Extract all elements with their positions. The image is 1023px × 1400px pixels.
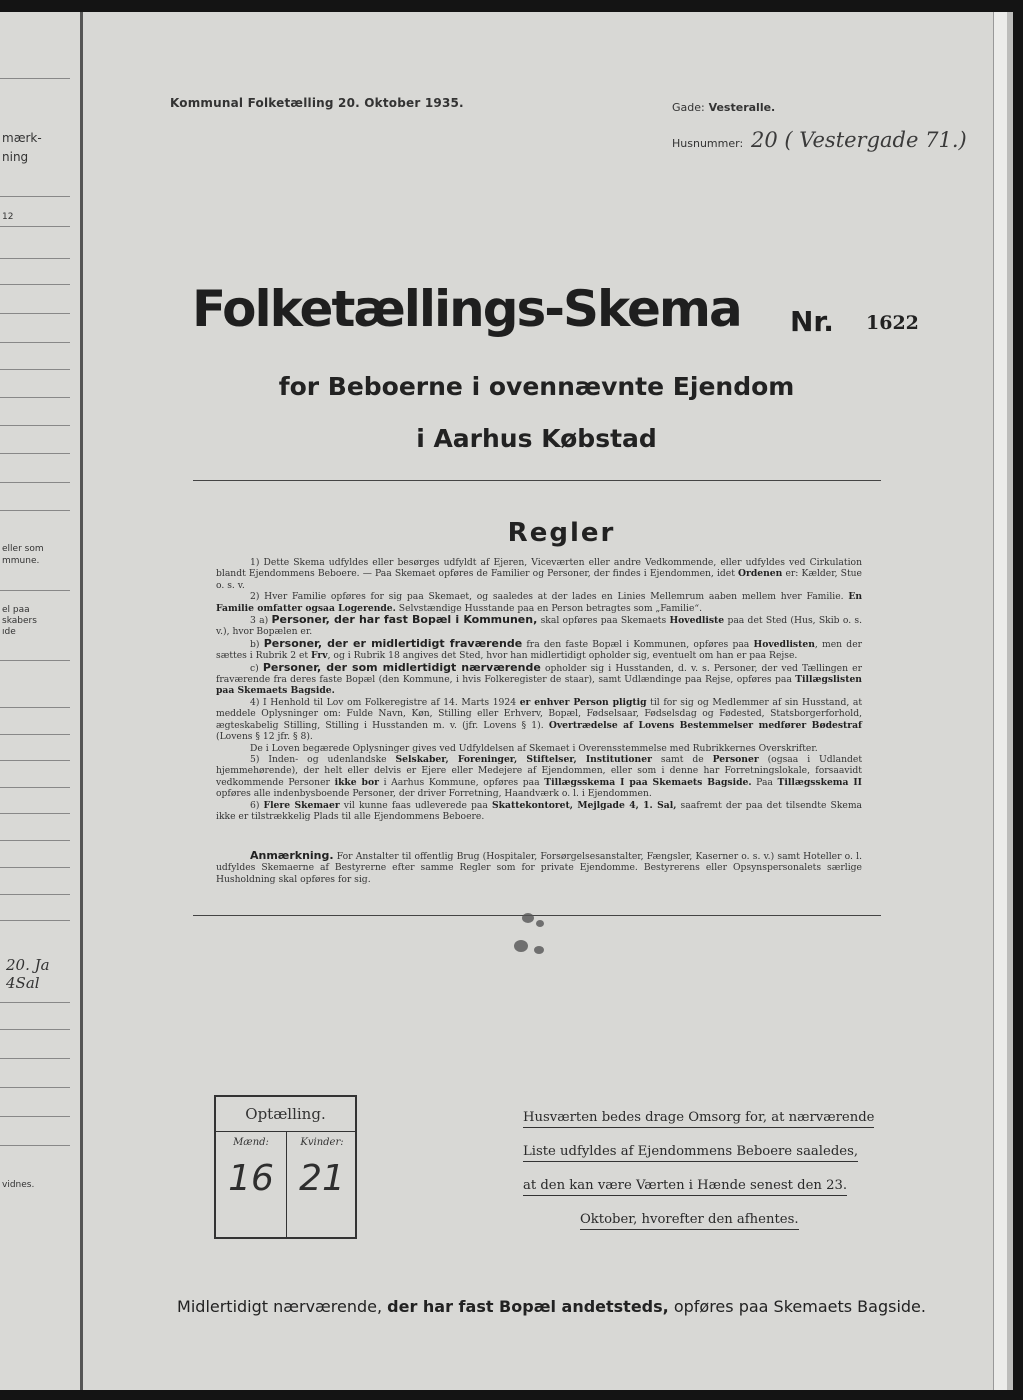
men-column xyxy=(216,1131,287,1239)
footer-post: opføres paa Skemaets Bagside. xyxy=(673,1297,926,1316)
rule-2: 2) Hver Familie opføres for sig paa Skemaet, og saaledes at der lades en Linies Mellemrum aaben mellem hver Familie. En Familie omfatter ogsaa Logerende. Selvstændige Husstande paa en Person betragtes som „Familie“. xyxy=(216,591,863,614)
tally-title: Optælling. xyxy=(216,1097,355,1132)
rule-4: 4) I Henhold til Lov om Folkeregistre af 14. Marts 1924 er enhver Person pligtig til for sig og Medlemmer af sin Husstand, at meddele Oplysninger om: Fulde Navn, Køn, Stilling eller Erhverv, Bopæl, Fødselsaar, Fødselsdag og Fødested, Statsborgerforhold, ægteskabelig Stilling, Stilling i Husstanden m. v. (jfr. Lovens § 1). Overtrædelse af Lovens Bestemmelser medfører Bødestraf (Lovens § 12 jfr. § 8). xyxy=(216,696,863,743)
men-count: 16 xyxy=(228,1158,274,1199)
divider-line xyxy=(193,915,881,916)
ink-stain xyxy=(536,920,544,927)
rule-3c: c) Personer, der som midlertidigt nærværende opholder sig i Husstanden, d. v. s. Personer, der ved Tællingen er fraværende fra deres faste Bopæl (den Kommune, i hvis Folkeregister de staar), samt Udlændinge paa Rejse, opføres paa Tillægslisten paa Skemaets Bagside. xyxy=(216,660,863,697)
fragment-text: eller som xyxy=(2,544,44,554)
women-count: 21 xyxy=(299,1158,345,1199)
fragment-text: el paa xyxy=(2,605,30,615)
rule-1: 1) Dette Skema udfyldes eller besørges udfyldt af Ejeren, Viceværten eller andre Vedkommende, eller udfyldes ved Cirkulation blandt Ejendommens Beboere. — Paa Skemaet opføres de Familier og Personer, der findes i Ejendommen, idet Ordenen er: Kælder, Stue o. s. v. xyxy=(216,557,862,591)
ink-stain xyxy=(534,946,544,954)
fragment-text: ıde xyxy=(2,627,16,637)
form-number-label: Nr. xyxy=(790,305,834,338)
notice-line: Liste udfyldes af Ejendommens Beboere saaledes, xyxy=(523,1144,858,1162)
rule-6: 6) Flere Skemaer vil kunne faas udleverede paa Skattekontoret, Mejlgade 4, 1. Sal, saafremt der paa det tilsendte Skema ikke er tilstrækkelig Plads til alle Ejendommens Beboere. xyxy=(216,799,863,822)
men-label: Mænd: xyxy=(233,1137,269,1148)
street-label: Gade: xyxy=(672,101,705,114)
note-text: For Anstalter til offentlig Brug (Hospitaler, Forsørgelsesanstalter, Fængsler, Kaserner o. s. v.) samt Hoteller o. l. udfyldes Skemaerne af Bestyrerne efter samme Regler som for private Ejendomme. Bestyrerens eller Opsynspersonalets særlige Husholdning skal opføres for sig. xyxy=(216,851,863,885)
house-number-label: Husnummer: xyxy=(672,137,744,150)
rules-text xyxy=(216,557,862,822)
form-location: i Aarhus Købstad xyxy=(416,424,657,453)
notice-line: Oktober, hvorefter den afhentes. xyxy=(580,1212,799,1230)
notice-line: Husværten bedes drage Omsorg for, at nærværende xyxy=(523,1110,874,1128)
form-title: Folketællings-Skema xyxy=(192,280,741,338)
footer-pre: Midlertidigt nærværende, xyxy=(177,1297,383,1316)
page-edge-shadow xyxy=(1007,12,1013,1390)
fragment-text: vidnes. xyxy=(2,1180,35,1190)
notice-line: at den kan være Værten i Hænde senest den 23. xyxy=(523,1178,847,1196)
women-column xyxy=(287,1131,357,1239)
fragment-text: mmune. xyxy=(2,556,40,566)
form-number: 1622 xyxy=(866,312,919,334)
rule-4-note: De i Loven begærede Oplysninger gives ved Udfyldelsen af Skemaet i Overensstemmelse med Rubrikkernes Overskrifter. xyxy=(250,742,818,754)
street-line xyxy=(672,100,775,114)
rule-3a: 3 a) Personer, der har fast Bopæl i Kommunen, skal opføres paa Skemaets Hovedliste paa det Sted (Hus, Skib o. s. v.), hvor Bopælen er. xyxy=(216,613,863,638)
house-number-handwritten: 20 ( Vestergade 71.) xyxy=(750,128,967,152)
ink-stain xyxy=(522,913,534,923)
fragment-text: 12 xyxy=(2,212,14,222)
fragment-text: ning xyxy=(2,150,29,164)
fragment-text: skabers xyxy=(2,616,37,626)
footer-bold: der har fast Bopæl andetsteds, xyxy=(387,1297,669,1316)
rules-heading: Regler xyxy=(507,518,616,548)
tally-box xyxy=(214,1095,357,1239)
previous-page-fragment xyxy=(0,12,83,1390)
handwritten-note: 20. Ja xyxy=(6,956,50,974)
women-label: Kvinder: xyxy=(300,1137,344,1148)
fragment-text: mærk- xyxy=(2,131,42,145)
divider-line xyxy=(193,480,881,481)
page-edge xyxy=(993,12,1008,1390)
rule-3b: b) Personer, der er midlertidigt fraværende fra den faste Bopæl i Kommunen, opføres paa Hovedlisten, men der sættes i Rubrik 2 et Frv, og i Rubrik 18 angives det Sted, hvor han midlertidigt opholder sig, eventuelt om han er paa Rejse. xyxy=(216,636,863,662)
rule-5: 5) Inden- og udenlandske Selskaber, Foreninger, Stiftelser, Institutioner samt de Personer (ogsaa i Udlandet hjemmehørende), der helt eller delvis er Ejere eller Medejere af Ejendommen, eller som i denne har Forretningslokale, forsaavidt vedkommende Personer ikke bor i Aarhus Kommune, opføres paa Tillægsskema I paa Skemaets Bagside. Paa Tillægsskema II opføres alle indenbysboende Personer, der driver Forretning, Haandværk o. l. i Ejendommen. xyxy=(216,753,863,800)
house-number-line xyxy=(672,128,967,152)
form-subtitle: for Beboerne i ovennævnte Ejendom xyxy=(278,372,795,401)
footer-note xyxy=(0,1297,1023,1316)
census-header: Kommunal Folketælling 20. Oktober 1935. xyxy=(170,96,464,110)
note-paragraph xyxy=(216,850,862,885)
note-label: Anmærkning. xyxy=(250,849,334,862)
handwritten-note: 4Sal xyxy=(6,974,40,992)
ink-stain xyxy=(514,940,528,952)
street-value: Vesteralle. xyxy=(708,101,776,114)
